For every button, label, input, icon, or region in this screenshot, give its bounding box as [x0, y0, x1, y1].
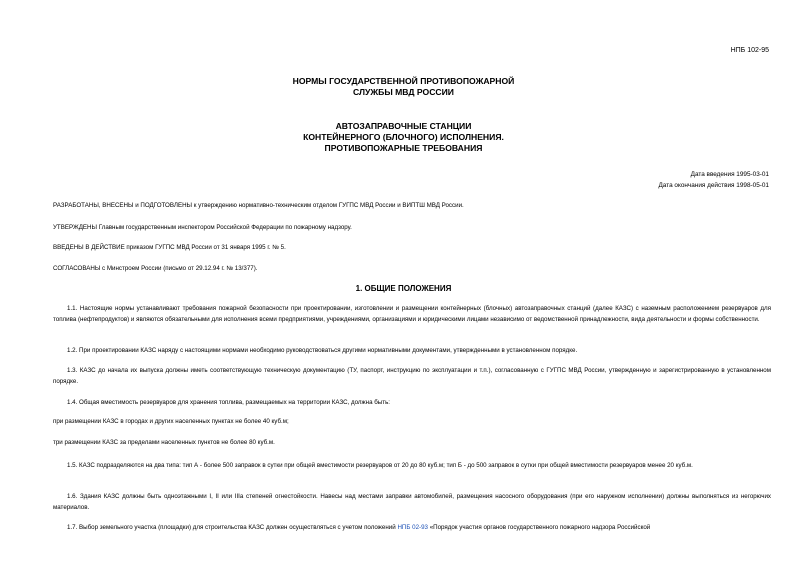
paragraph-1-4-item: три размещении КАЗС за пределами населенных пунктов не более 80 куб.м.: [53, 439, 275, 446]
approved-note: УТВЕРЖДЕНЫ Главным государственным инспектором Российской Федерации по пожарному надзору.: [53, 224, 352, 231]
document-title-line: АВТОЗАПРАВОЧНЫЕ СТАНЦИИ: [335, 121, 472, 131]
document-dates: [658, 169, 769, 191]
paragraph-1-7-text: «Порядок участия органов государственного пожарного надзора Российской: [429, 524, 651, 531]
agreed-note: СОГЛАСОВАНЫ с Минстроем России (письмо от 29.12.94 г. № 13/377).: [53, 265, 258, 272]
expiry-date: Дата окончания действия 1998-05-01: [658, 182, 769, 189]
document-title-line: ПРОТИВОПОЖАРНЫЕ ТРЕБОВАНИЯ: [324, 143, 483, 153]
paragraph-1-7-text: 1.7. Выбор земельного участка (площадки) для строительства КАЗС должен осуществляться с учетом положений: [67, 524, 396, 531]
section-heading: 1. ОБЩИЕ ПОЛОЖЕНИЯ: [355, 284, 452, 293]
organization-title-line: НОРМЫ ГОСУДАРСТВЕННОЙ ПРОТИВОПОЖАРНОЙ: [292, 76, 515, 86]
organization-title: [0, 76, 807, 98]
intro-date: Дата введения 1995-03-01: [690, 171, 769, 178]
paragraph-1-7: [53, 522, 771, 533]
paragraph-1-4-item: при размещении КАЗС в городах и других населенных пунктах не более 40 куб.м;: [53, 418, 289, 425]
developed-note: РАЗРАБОТАНЫ, ВНЕСЕНЫ и ПОДГОТОВЛЕНЫ к утверждению нормативно-техническим отделом ГУГПС МВД России и ВИПТШ МВД России.: [53, 202, 464, 209]
paragraph-1-3: 1.3. КАЗС до начала их выпуска должны иметь соответствующую техническую документацию (ТУ, паспорт, инструкцию по эксплуатации и т.п.), согласованную с ГУГПС МВД России, утвержденную и зарегистрированную в установленном порядке.: [53, 367, 771, 385]
npb-02-93-link[interactable]: НПБ 02-93: [397, 524, 428, 531]
paragraph-1-1: 1.1. Настоящие нормы устанавливают требования пожарной безопасности при проектировании, изготовлении и размещении контейнерных (блочных) автозаправочных станций (далее КАЗС) с наземным расположением резервуаров для топлива (нефтепродуктов) и являются обязательными для исполнения всеми предприятиями, учреждениями, организациями и юридическими лицами независимо от ведомственной принадлежности, вида деятельности и формы собственности.: [53, 305, 771, 323]
paragraph-1-6: 1.6. Здания КАЗС должны быть одноэтажными I, II или IIIа степеней огнестойкости. Навесы над местами заправки автомобилей, размещения насосного оборудования (при его наружном исполнении) должны выполняться из негорючих материалов.: [53, 493, 771, 511]
organization-title-line: СЛУЖБЫ МВД РОССИИ: [353, 87, 454, 97]
document-code: НПБ 102-95: [730, 47, 769, 54]
paragraph-1-5: 1.5. КАЗС подразделяются на два типа: тип А - более 500 заправок в сутки при общей вместимости резервуаров от 20 до 80 куб.м; тип Б - до 500 заправок в сутки при общей вместимости резервуаров менее 20 куб.м.: [67, 462, 693, 469]
document-title: [0, 121, 807, 154]
paragraph-1-4: 1.4. Общая вместимость резервуаров для хранения топлива, размещаемых на территории КАЗС, должна быть:: [67, 399, 391, 406]
enacted-note: ВВЕДЕНЫ В ДЕЙСТВИЕ приказом ГУГПС МВД России от 31 января 1995 г. № 5.: [53, 244, 286, 251]
paragraph-1-2: 1.2. При проектировании КАЗС наряду с настоящими нормами необходимо руководствоваться другими нормативными документами, утвержденными в установленном порядке.: [67, 347, 578, 354]
document-title-line: КОНТЕЙНЕРНОГО (БЛОЧНОГО) ИСПОЛНЕНИЯ.: [303, 132, 504, 142]
